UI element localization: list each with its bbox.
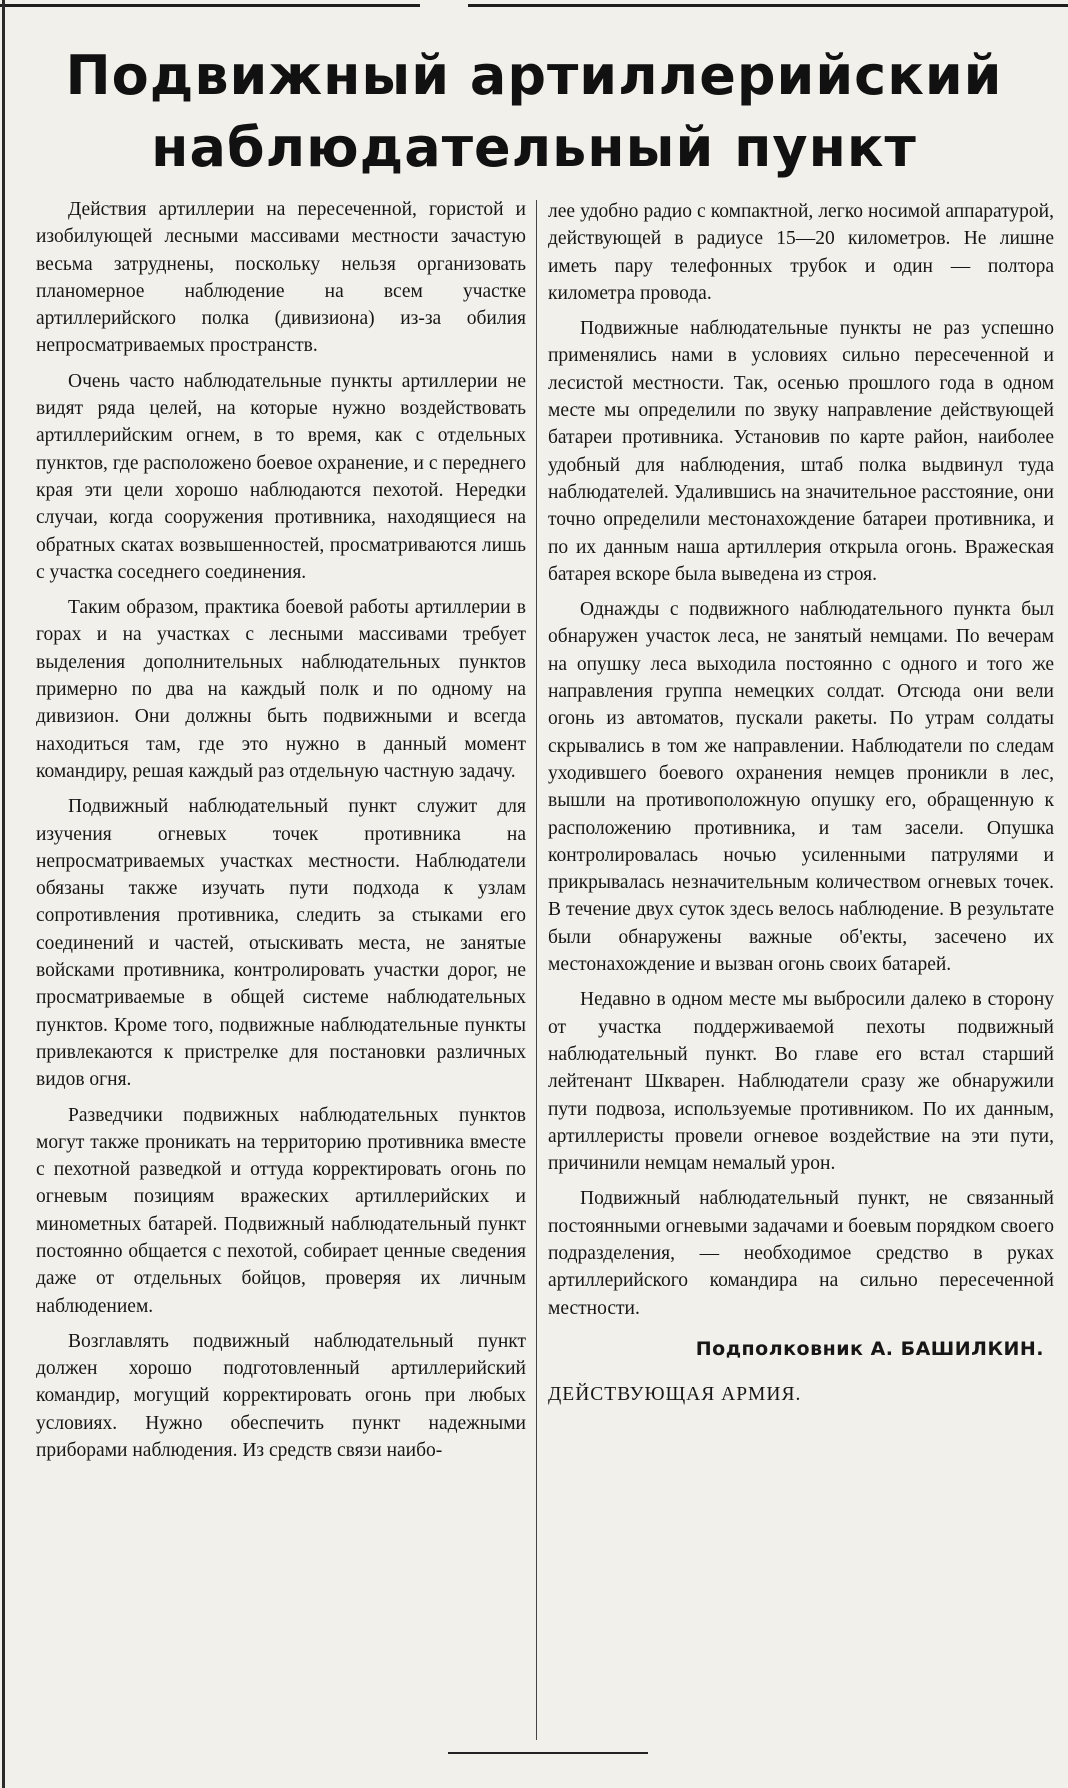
column-divider [536, 200, 537, 1740]
article-column-right [548, 198, 1054, 1408]
paragraph: Очень часто наблюдательные пункты артиллерии не видят ряда целей, на которые нужно воздействовать артиллерийским огнем, в то время, как с отдельных пунктов, где расположено боевое охранение, и с переднего края эти цели хорошо наблюдаются пехотой. Нередки случаи, когда сооружения противника, находящиеся на обратных скатах возвышенностей, просматриваются лишь с участка соседнего соединения. [36, 370, 526, 583]
paragraph: Недавно в одном месте мы выбросили далеко в сторону от участка поддерживаемой пехоты подвижный наблюдательный пункт. Во главе его встал старший лейтенант Шкварен. Наблюдатели сразу же обнаружили пути подвоза, используемые противником. По их данным, артиллеристы провели огневое воздействие на эти пути, причинили немцам немалый урон. [548, 989, 1054, 1175]
paragraph: Таким образом, практика боевой работы артиллерии в горах и на участках с лесными массивами требует выделения дополнительных наблюдательных пунктов примерно по два на каждый полк и по одному на дивизион. Они должны быть подвижными и всегда находиться там, где это нужно в данный момент командиру, решая каждый раз отдельную частную задачу. [36, 597, 526, 782]
left-column-rule [2, 0, 5, 1788]
paragraph: Действия артиллерии на пересеченной, гористой и изобилующей лесными массивами местности зачастую весьма затруднены, поскольку нельзя организовать планомерное наблюдение на всем участке артиллерийского полка (дивизиона) из-за обилия непросматриваемых пространств. [36, 199, 526, 357]
paragraph: Разведчики подвижных наблюдательных пунктов могут также проникать на территорию противника вместе с пехотной разведкой и оттуда корректировать огонь по огневым позициям вражеских артиллерийских и минометных батарей. Подвижный наблюдательный пункт постоянно общается с пехотой, собирает ценные сведения даже от отдельных бойцов, проверяя их личным наблюдением. [36, 1104, 526, 1317]
paragraph: Возглавлять подвижный наблюдательный пункт должен хорошо подготовленный артиллерийский командир, могущий корректировать огонь при любых условиях. Нужно обеспечить пункт надежными приборами наблюдения. Из средств связи наибо- [36, 1330, 526, 1462]
article-column-left [36, 196, 526, 1472]
paragraph: Однажды с подвижного наблюдательного пункта был обнаружен участок леса, не занятый немцами. По вечерам на опушку леса выходила постоянно с одного и того же направления группа немецких солдат. Отсюда они вели огонь из автоматов, пускали ракеты. По утрам солдаты скрывались в том же направлении. Наблюдатели по следам уходившего боевого охранения немцев проникли в лес, вышли на противоположную опушку его, обращенную к расположению противника, и там засели. Опушка контролировалась ночью усиленными патрулями и прикрывалась незначительным количеством огневых точек. В течение двух суток здесь велось наблюдение. В результате были обнаружены важные об'екты, засечено их местонахождение и вызван огонь своих батарей. [548, 599, 1054, 976]
top-rule [0, 4, 1068, 7]
headline-line-2: наблюдательный пункт [151, 116, 917, 179]
headline-line-1: Подвижный артиллерийский [65, 44, 1003, 107]
paragraph-continuation: лее удобно радио с компактной, легко носимой аппаратурой, действующей в радиусе 15—20 километров. Не лишне иметь пару телефонных трубок и один — полтора километра провода. [548, 201, 1054, 304]
top-rule-gap [420, 3, 468, 9]
paragraph: Подвижный наблюдательный пункт служит для изучения огневых точек противника на непросматриваемых участках местности. Наблюдатели обязаны также изучать пути подхода к узлам сопротивления противника, следить за стыками его соединений и частей, отыскивать места, не занятые войсками противника, контролировать участки дорог, не просматриваемые в общей системе наблюдательных пунктов. Кроме того, подвижные наблюдательные пункты привлекаются к пристрелке для постановки различных видов огня. [36, 796, 526, 1091]
article-headline [40, 40, 1028, 184]
dateline-location: ДЕЙСТВУЮЩАЯ АРМИЯ. [548, 1384, 802, 1406]
paragraph: Подвижные наблюдательные пункты не раз успешно применялись нами в условиях сильно пересеченной и лесистой местности. Так, осенью прошлого года в одном месте мы определили по звуку направление действующей батареи противника. Установив по карте район, наиболее удобный для наблюдения, штаб полка выдвинул туда наблюдателей. Удалившись на значительное расстояние, они точно определили местонахождение батареи противника, и по их данным наша артиллерия открыла огонь. Вражеская батарея вскоре была выведена из строя. [548, 318, 1054, 585]
author-signature: Подполковник А. БАШИЛКИН. [695, 1337, 1044, 1360]
paragraph: Подвижный наблюдательный пункт, не связанный постоянными огневыми задачами и боевым порядком своего подразделения, — необходимое средство в руках артиллерийского командира на сильно пересеченной местности. [548, 1188, 1054, 1319]
bottom-rule [448, 1752, 648, 1754]
